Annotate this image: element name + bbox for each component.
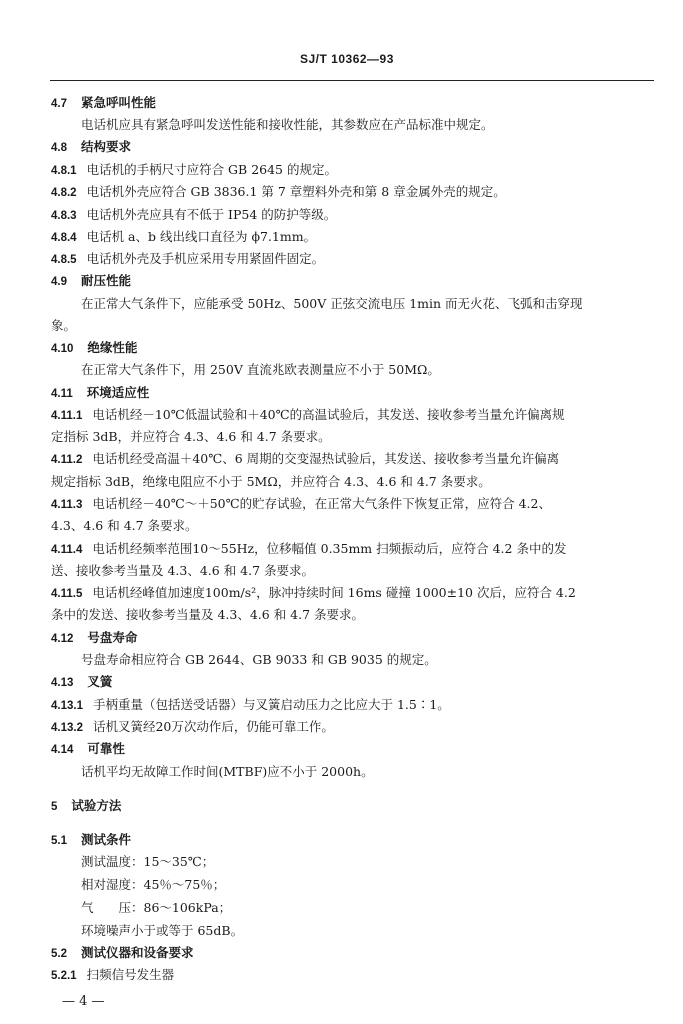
line-4-13-1 [51,697,450,714]
line-4-10 [51,340,137,357]
clause-text: 电话机外壳及手机应采用专用紧固件固定。 [86,251,325,266]
clause-text: 测试仪器和设备要求 [81,945,194,960]
clause-text: 号盘寿命相应符合 GB 2644、GB 9033 和 GB 9035 的规定。 [81,652,437,667]
line-text [81,877,225,893]
line-text [51,429,331,445]
clause-number: 5.1 [51,835,67,847]
clause-number: 4.11.4 [51,544,83,556]
clause-text: 试验方法 [71,798,122,813]
line-4-13 [51,674,112,691]
clause-text: 定指标 3dB，并应符合 4.3、4.6 和 4.7 条要求。 [51,429,331,444]
clause-number: 4.12 [51,633,74,645]
clause-number: 4.11.2 [51,454,83,466]
clause-text: 气 压：86～106kPa； [81,900,232,915]
line-text [51,474,491,490]
clause-text: 电话机外壳应具有不低于 IP54 的防护等级。 [86,207,337,222]
clause-number: 4.8.3 [51,210,77,222]
clause-number: 4.8.1 [51,165,77,177]
line-4-8-5 [51,251,324,268]
clause-text: 象。 [51,318,77,333]
line-4-8-1 [51,162,337,179]
clause-text: 4.3、4.6 和 4.7 条要求。 [51,518,198,533]
clause-text: 耐压性能 [81,273,132,288]
clause-number: 4.10 [51,343,74,355]
clause-text: 结构要求 [81,139,132,154]
page-number: — 4 — [62,994,105,1009]
clause-text: 条中的发送、接收参考当量及 4.3、4.6 和 4.7 条要求。 [51,607,365,622]
line-text [81,854,214,870]
line-4-12 [51,630,137,647]
line-4-7 [51,95,156,112]
line-text [81,652,437,668]
line-4-11-1 [51,407,565,424]
clause-text: 电话机经－10℃低温试验和＋40℃的高温试验后，其发送、接收参考当量允许偏离规 [92,407,565,422]
clause-text: 电话机经－40℃～＋50℃的贮存试验，在正常大气条件下恢复正常，应符合 4.2、 [92,496,551,511]
line-4-8 [51,139,131,156]
line-4-11-5 [51,585,576,602]
line-text [51,563,314,579]
clause-text: 测试条件 [81,832,132,847]
line-4-11-2 [51,451,559,468]
clause-text: 在正常大气条件下，应能承受 50Hz、500V 正弦交流电压 1min 而无火花、飞弧和击穿现 [81,296,583,311]
clause-text: 手柄重量（包括送受话器）与叉簧启动压力之比应大于 1.5∶1。 [92,697,450,712]
clause-number: 4.8.2 [51,187,77,199]
clause-text: 电话机应具有紧急呼叫发送性能和接收性能，其参数应在产品标准中规定。 [81,117,494,132]
clause-text: 测试温度：15～35℃； [81,854,215,869]
clause-text: 送、接收参考当量及 4.3、4.6 和 4.7 条要求。 [51,563,315,578]
clause-text: 相对湿度：45％～75％； [81,877,226,892]
line-text [81,923,243,939]
line-text [51,607,364,623]
clause-text: 话机平均无故障工作时间(MTBF)应不小于 2000h。 [81,764,374,779]
clause-number: 4.13.1 [51,700,83,712]
line-text [81,296,583,312]
clause-number: 4.11 [51,388,73,400]
line-4-8-4 [51,229,316,246]
clause-text: 扫频信号发生器 [86,967,175,982]
clause-text: 在正常大气条件下，用 250V 直流兆欧表测量应不小于 50MΩ。 [81,362,440,377]
clause-number: 5.2 [51,948,67,960]
line-4-13-2 [51,719,334,736]
clause-text: 电话机的手柄尺寸应符合 GB 2645 的规定。 [86,162,337,177]
line-text [81,362,440,378]
clause-number: 5 [51,801,58,813]
clause-number: 4.8.5 [51,254,77,266]
clause-number: 4.11.5 [51,588,83,600]
clause-number: 4.8.4 [51,232,77,244]
line-4-9 [51,273,131,290]
line-4-11-3 [51,496,551,513]
line-4-8-2 [51,184,506,201]
clause-text: 紧急呼叫性能 [81,95,157,110]
clause-number: 4.11.1 [51,410,83,422]
line-5-2 [51,945,194,962]
clause-number: 4.7 [51,98,67,110]
clause-text: 电话机外壳应符合 GB 3836.1 第 7 章塑料外壳和第 8 章金属外壳的规定。 [86,184,506,199]
header-rule [50,80,654,81]
line-section-5 [51,798,121,815]
clause-number: 4.9 [51,276,67,288]
line-4-11-4 [51,541,566,558]
line-4-8-3 [51,207,336,224]
line-text [81,764,374,780]
line-5-1 [51,832,131,849]
clause-number: 4.13 [51,677,74,689]
clause-number: 4.14 [51,744,74,756]
clause-text: 可靠性 [87,741,125,756]
clause-text: 环境适应性 [86,385,150,400]
line-text [81,900,231,916]
clause-text: 规定指标 3dB，绝缘电阻应不小于 5MΩ，并应符合 4.3、4.6 和 4.7 条要求。 [51,474,491,489]
clause-text: 电话机经受高温＋40℃、6 周期的交变湿热试验后，其发送、接收参考当量允许偏离 [92,451,560,466]
clause-number: 4.13.2 [51,722,83,734]
clause-text: 绝缘性能 [87,340,138,355]
line-5-2-1 [51,967,174,984]
clause-number: 4.8 [51,142,67,154]
line-text [51,318,76,334]
clause-number: 4.11.3 [51,499,83,511]
clause-text: 电话机经峰值加速度100m/s²，脉冲持续时间 16ms 碰撞 1000±10 次后，应符合 4.2 [92,585,576,600]
clause-text: 电话机 a、b 线出线口直径为 ϕ7.1mm。 [86,229,317,244]
clause-text: 电话机经频率范围10～55Hz，位移幅值 0.35mm 扫频振动后，应符合 4.2 条中的发 [92,541,567,556]
standard-code-header: SJ/T 10362—93 [300,52,394,66]
clause-text: 话机叉簧经20万次动作后，仍能可靠工作。 [92,719,334,734]
clause-text: 环境噪声小于或等于 65dB。 [81,923,244,938]
clause-number: 5.2.1 [51,970,77,982]
clause-text: 号盘寿命 [87,630,138,645]
clause-text: 叉簧 [87,674,113,689]
line-4-11 [51,385,149,402]
line-text [51,518,198,534]
line-text [81,117,494,133]
line-4-14 [51,741,125,758]
